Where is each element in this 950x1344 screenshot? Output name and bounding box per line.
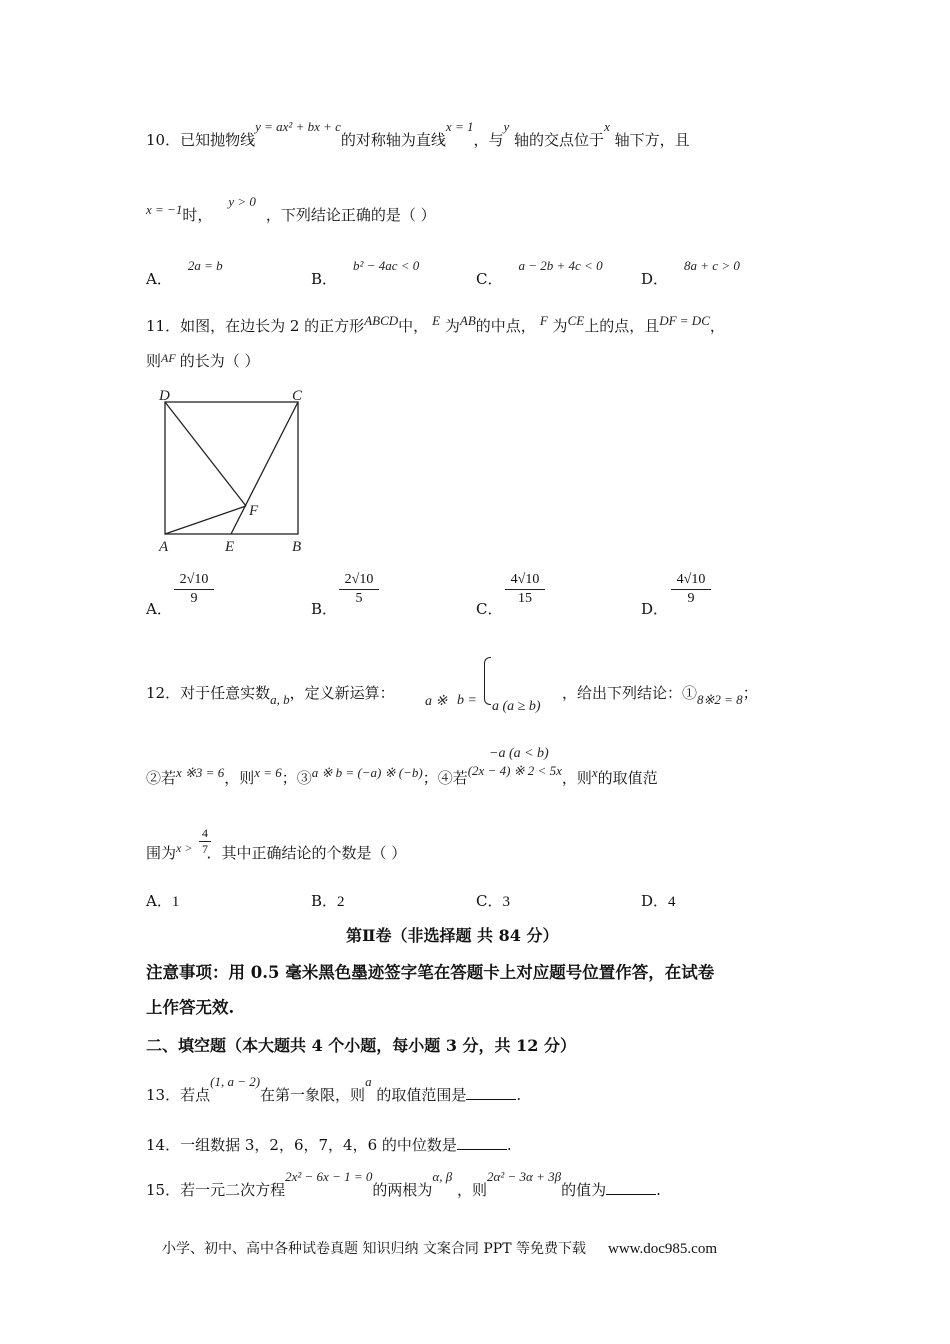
q11-number: 11．: [146, 317, 181, 335]
q11-option-a[interactable]: A．: [146, 600, 172, 618]
q12-brace: [484, 657, 491, 705]
q10-option-b[interactable]: B．b² − 4ac < 0: [311, 258, 420, 288]
q14-number: 14．: [146, 1136, 181, 1154]
q12-fraction: 4 7: [199, 827, 211, 856]
q10-line1: 10．已知抛物线y = ax² + bx + c的对称轴为直线x = 1，与y 轴的交点位于x 轴下方，且: [146, 119, 690, 149]
q12-option-b[interactable]: B．2: [311, 892, 345, 910]
q11-square-figure: [150, 384, 340, 564]
q10-line2: x = −1时，y > 0，下列结论正确的是（ ）: [146, 194, 436, 224]
label-c: C: [292, 388, 303, 404]
segment-df: [165, 402, 246, 506]
q11-option-b[interactable]: B．: [311, 600, 338, 618]
q14-answer-blank[interactable]: [457, 1135, 507, 1150]
footer-url[interactable]: www.doc985.com: [607, 1241, 717, 1257]
q12-line3: 围为$^{x >}$ ．其中正确结论的个数是（ ）: [146, 841, 407, 862]
section2-notice-line2: 上作答无效.: [146, 998, 235, 1017]
q10-option-d[interactable]: D．8a + c > 0: [641, 258, 740, 288]
q12-op-left: a ※: [425, 694, 448, 709]
q10-parabola-expr: y = ax² + bx + c: [255, 119, 341, 134]
q14-line: 14．一组数据 3，2，6，7，4，6 的中位数是 .: [146, 1136, 512, 1154]
q13-line: 13．若点(1, a − 2)在第一象限，则a 的取值范围是 .: [146, 1074, 522, 1104]
footer-text: 小学、初中、高中各种试卷真题 知识归纳 文案合同 PPT 等免费下载: [162, 1241, 586, 1257]
q12-case2: −a (a < b): [489, 746, 549, 761]
q12-option-c[interactable]: C．3: [476, 892, 510, 910]
q15-line: 15．若一元二次方程2x² − 6x − 1 = 0的两根为α, β ，则2α² − 3α + 3β的值为 .: [146, 1169, 661, 1199]
q13-answer-blank[interactable]: [466, 1085, 516, 1100]
q11-option-b-fraction: 2√10 5: [339, 572, 379, 607]
page-footer: [162, 1238, 717, 1258]
q12-op-b: b =: [457, 693, 477, 708]
q10-option-a[interactable]: A．2a = b: [146, 258, 223, 288]
label-e: E: [225, 539, 235, 555]
section2-title: 第Ⅱ卷（非选择题 共 84 分）: [346, 926, 559, 945]
q12-option-a[interactable]: A．1: [146, 892, 180, 910]
q12-line1: 12．对于任意实数a, b，定义新运算：: [146, 684, 395, 707]
square-abcd: [165, 402, 298, 534]
q10-number: 10．: [146, 131, 181, 149]
q15-number: 15．: [146, 1181, 181, 1199]
q11-line2: 则$^{AF}$ 的长为（ ）: [146, 351, 260, 370]
q13-number: 13．: [146, 1086, 181, 1104]
q15-answer-blank[interactable]: [606, 1180, 656, 1195]
label-f: F: [249, 503, 259, 519]
q10-option-c[interactable]: C．a − 2b + 4c < 0: [476, 258, 603, 288]
q12-line2: ②若x ※3 = 6，则x = 6；③a ※ b = (−a) ※ (−b)；④若(2x − 4) ※ 2 < 5x，则x的取值范: [146, 763, 658, 787]
q11-option-d[interactable]: D．: [641, 600, 669, 618]
label-d: D: [159, 388, 170, 404]
q12-case1: a (a ≥ b): [492, 699, 541, 714]
label-a: A: [159, 539, 169, 555]
q11-option-c[interactable]: C．: [476, 600, 503, 618]
q11-line1: 11．如图，在边长为 2 的正方形ABCD中， E 为AB的中点， F 为CE上的点，且DF = DC，: [146, 313, 725, 335]
section2-notice-line1: 注意事项：用 0.5 毫米黑色墨迹签字笔在答题卡上对应题号位置作答，在试卷: [146, 963, 715, 982]
segment-ce: [231, 402, 298, 534]
q12-line1-tail: ，给出下列结论：①8※2 = 8；: [562, 684, 758, 707]
q12-number: 12．: [146, 684, 181, 702]
q12-option-d[interactable]: D．4: [641, 892, 676, 910]
q11-option-c-fraction: 4√10 15: [505, 572, 545, 607]
q11-option-d-fraction: 4√10 9: [671, 572, 711, 607]
q11-option-a-fraction: 2√10 9: [174, 572, 214, 607]
label-b: B: [292, 539, 302, 555]
fill-in-heading: 二、填空题（本大题共 4 个小题，每小题 3 分，共 12 分）: [146, 1036, 576, 1055]
